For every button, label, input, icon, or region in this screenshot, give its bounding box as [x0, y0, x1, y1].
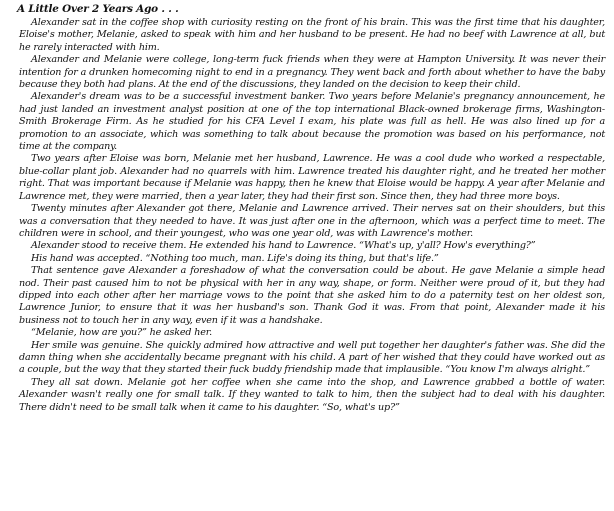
paragraph: Alexander sat in the coffee shop with curiosity resting on the front of his brain. This was the first time that his daughter, Eloise's mother, Melanie, asked to speak with him and her husband to be present. He had no beef with Lawrence at all, but he rarely interacted with him.: [19, 17, 605, 53]
paragraph: Twenty minutes after Alexander got there, Melanie and Lawrence arrived. Their nerves sat on their shoulders, but this was a conversation that they needed to have. It was just after one in the afternoon, which was a perfect time to meet. The children were in school, and their youngest, who was one year old, was with Lawrence's mother.: [19, 203, 605, 239]
paragraph: Her smile was genuine. She quickly admired how attractive and well put together her daughter's father was. She did the damn thing when she accidentally became pregnant with his child. A part of her wished that they could have worked out as a couple, but the way that they started their fuck buddy friendship made that implausible. “You know I'm always alright.”: [19, 339, 605, 376]
paragraph: Two years after Eloise was born, Melanie met her husband, Lawrence. He was a cool dude who worked a respectable, blue-collar plant job. Alexander had no quarrels with him. Lawrence treated his daughter right, and he treated her mother right. That was important because if Melanie was happy, then he knew that Eloise would be happy. A year after Melanie and Lawrence met, they were married, then a year later, they had their first son. Since then, they had three more boys.: [19, 153, 605, 202]
paragraph: They all sat down. Melanie got her coffee when she came into the shop, and Lawrence grabbed a bottle of water. Alexander wasn't really one for small talk. If they wanted to talk to him, then the subject had to deal with his daughter. There didn't need to be small talk when it came to his daughter. “So, what's up?”: [19, 376, 605, 413]
paragraph: Alexander's dream was to be a successful investment banker. Two years before Melanie's pregnancy announcement, he had just landed an investment analyst position at one of the top international Black-owned brokerage firms, Washington-Smith Brokerage Firm. As he studied for his CFA Level I exam, his plate was full as hell. He was also lined up for a promotion to an associate, which was something to talk about because the promotion was based on his performance, not time at the company.: [19, 91, 605, 153]
paragraph: That sentence gave Alexander a foreshadow of what the conversation could be about. He gave Melanie a simple head nod. Their past caused him to not be physical with her in any way, shape, or form. Neither were proud of it, but they had dipped into each other after her marriage vows to the point that she asked him to do a paternity test on her oldest son, Lawrence Junior, to ensure that it was her husband's son. Thank God it was. From that point, Alexander made it his business not to touch her in any way, even if it was a handshake.: [19, 265, 605, 326]
paragraph: Alexander stood to receive them. He extended his hand to Lawrence. “What's up, y'all? How's everything?”: [31, 240, 536, 252]
paragraph: Alexander and Melanie were college, long-term fuck friends when they were at Hampton University. It was never their intention for a drunken homecoming night to end in a pregnancy. They went back and forth about whether to have the baby because they both had plans. At the end of the discussions, they landed on the decision to keep their child.: [19, 54, 605, 91]
paragraph: His hand was accepted. “Nothing too much, man. Life's doing its thing, but that's life.”: [31, 252, 439, 264]
paragraph: “Melanie, how are you?” he asked her.: [31, 327, 212, 339]
section-heading: A Little Over 2 Years Ago . . .: [17, 3, 179, 15]
